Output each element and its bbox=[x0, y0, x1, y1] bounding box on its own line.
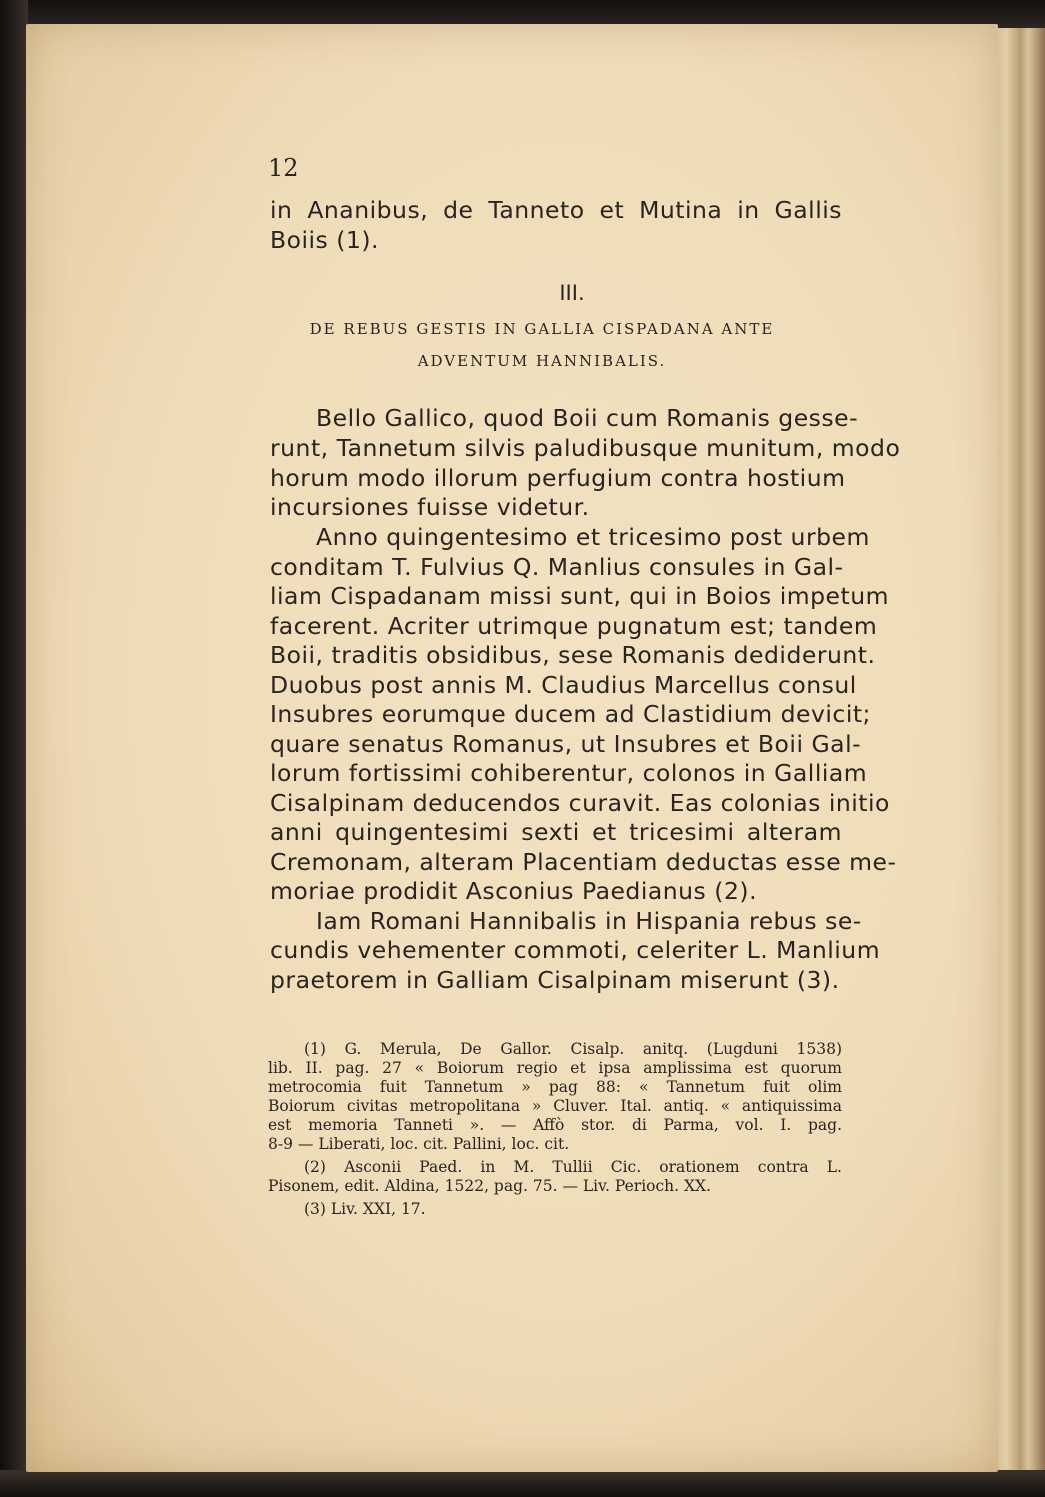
paragraph-line: lorum fortissimi cohiberentur, colonos in Galliam bbox=[270, 759, 868, 787]
paragraph-line: conditam T. Fulvius Q. Manlius consules in Gal- bbox=[270, 553, 844, 581]
page-number: 12 bbox=[268, 154, 299, 182]
paragraph-line: Insubres eorumque ducem ad Clastidium devicit; bbox=[270, 700, 871, 728]
footnote-line: (3) Liv. XXI, 17. bbox=[304, 1200, 426, 1218]
section-heading-line: ADVENTUM HANNIBALIS. bbox=[417, 352, 667, 370]
paragraph-line: runt, Tannetum silvis paludibusque munitum, modo bbox=[270, 434, 901, 462]
paragraph-line: horum modo illorum perfugium contra hostium bbox=[270, 464, 846, 492]
paragraph-line: Bello Gallico, quod Boii cum Romanis gesse- bbox=[316, 404, 859, 432]
paragraph-line: incursiones fuisse videtur. bbox=[270, 493, 590, 521]
paragraph-line: moriae prodidit Asconius Paedianus (2). bbox=[270, 877, 758, 905]
footnote-line: lib. II. pag. 27 « Boiorum regio et ipsa amplissima est quorum bbox=[268, 1059, 842, 1077]
paragraph-line: praetorem in Galliam Cisalpinam miserunt (3). bbox=[270, 966, 840, 994]
paragraph-line: Cremonam, alteram Placentiam deductas esse me- bbox=[270, 848, 897, 876]
footnote-line: metrocomia fuit Tannetum » pag 88: « Tannetum fuit olim bbox=[268, 1078, 842, 1096]
book-page bbox=[26, 24, 998, 1472]
paragraph-line: Anno quingentesimo et tricesimo post urbem bbox=[316, 523, 870, 551]
paragraph-line: Duobus post annis M. Claudius Marcellus consul bbox=[270, 671, 857, 699]
scanner-frame-top bbox=[0, 0, 1045, 26]
paragraph-line: liam Cispadanam missi sunt, qui in Boios impetum bbox=[270, 582, 890, 610]
footnote-line: (2) Asconii Paed. in M. Tullii Cic. orationem contra L. bbox=[304, 1158, 842, 1176]
paragraph-line: Boii, traditis obsidibus, sese Romanis dediderunt. bbox=[270, 641, 876, 669]
scanner-frame-bottom bbox=[0, 1470, 1045, 1497]
paragraph-line: facerent. Acriter utrimque pugnatum est; tandem bbox=[270, 612, 878, 640]
paragraph-line: Cisalpinam deducendos curavit. Eas colonias initio bbox=[270, 789, 890, 817]
paragraph-line: anni quingentesimi sexti et tricesimi alteram bbox=[270, 818, 842, 846]
footnote-line: Boiorum civitas metropolitana » Cluver. Ital. antiq. « antiquissima bbox=[268, 1097, 842, 1115]
opening-line: Boiis (1). bbox=[270, 226, 380, 254]
scanner-frame-left bbox=[0, 0, 28, 1497]
footnote-line: (1) G. Merula, De Gallor. Cisalp. anitq. (Lugduni 1538) bbox=[304, 1040, 842, 1058]
opening-line: in Ananibus, de Tanneto et Mutina in Gallis bbox=[270, 196, 842, 224]
footnote-line: Pisonem, edit. Aldina, 1522, pag. 75. — Liv. Perioch. XX. bbox=[268, 1177, 712, 1195]
footnote-line: 8-9 — Liberati, loc. cit. Pallini, loc. cit. bbox=[268, 1135, 570, 1153]
paragraph-line: Iam Romani Hannibalis in Hispania rebus se- bbox=[316, 907, 862, 935]
page-stack-edge bbox=[990, 28, 1045, 1478]
footnote-line: est memoria Tanneti ». — Affò stor. di Parma, vol. I. pag. bbox=[268, 1116, 842, 1134]
paragraph-line: quare senatus Romanus, ut Insubres et Boii Gal- bbox=[270, 730, 862, 758]
section-number: III. bbox=[559, 281, 585, 305]
paragraph-line: cundis vehementer commoti, celeriter L. Manlium bbox=[270, 936, 881, 964]
section-heading-line: DE REBUS GESTIS IN GALLIA CISPADANA ANTE bbox=[309, 320, 775, 338]
